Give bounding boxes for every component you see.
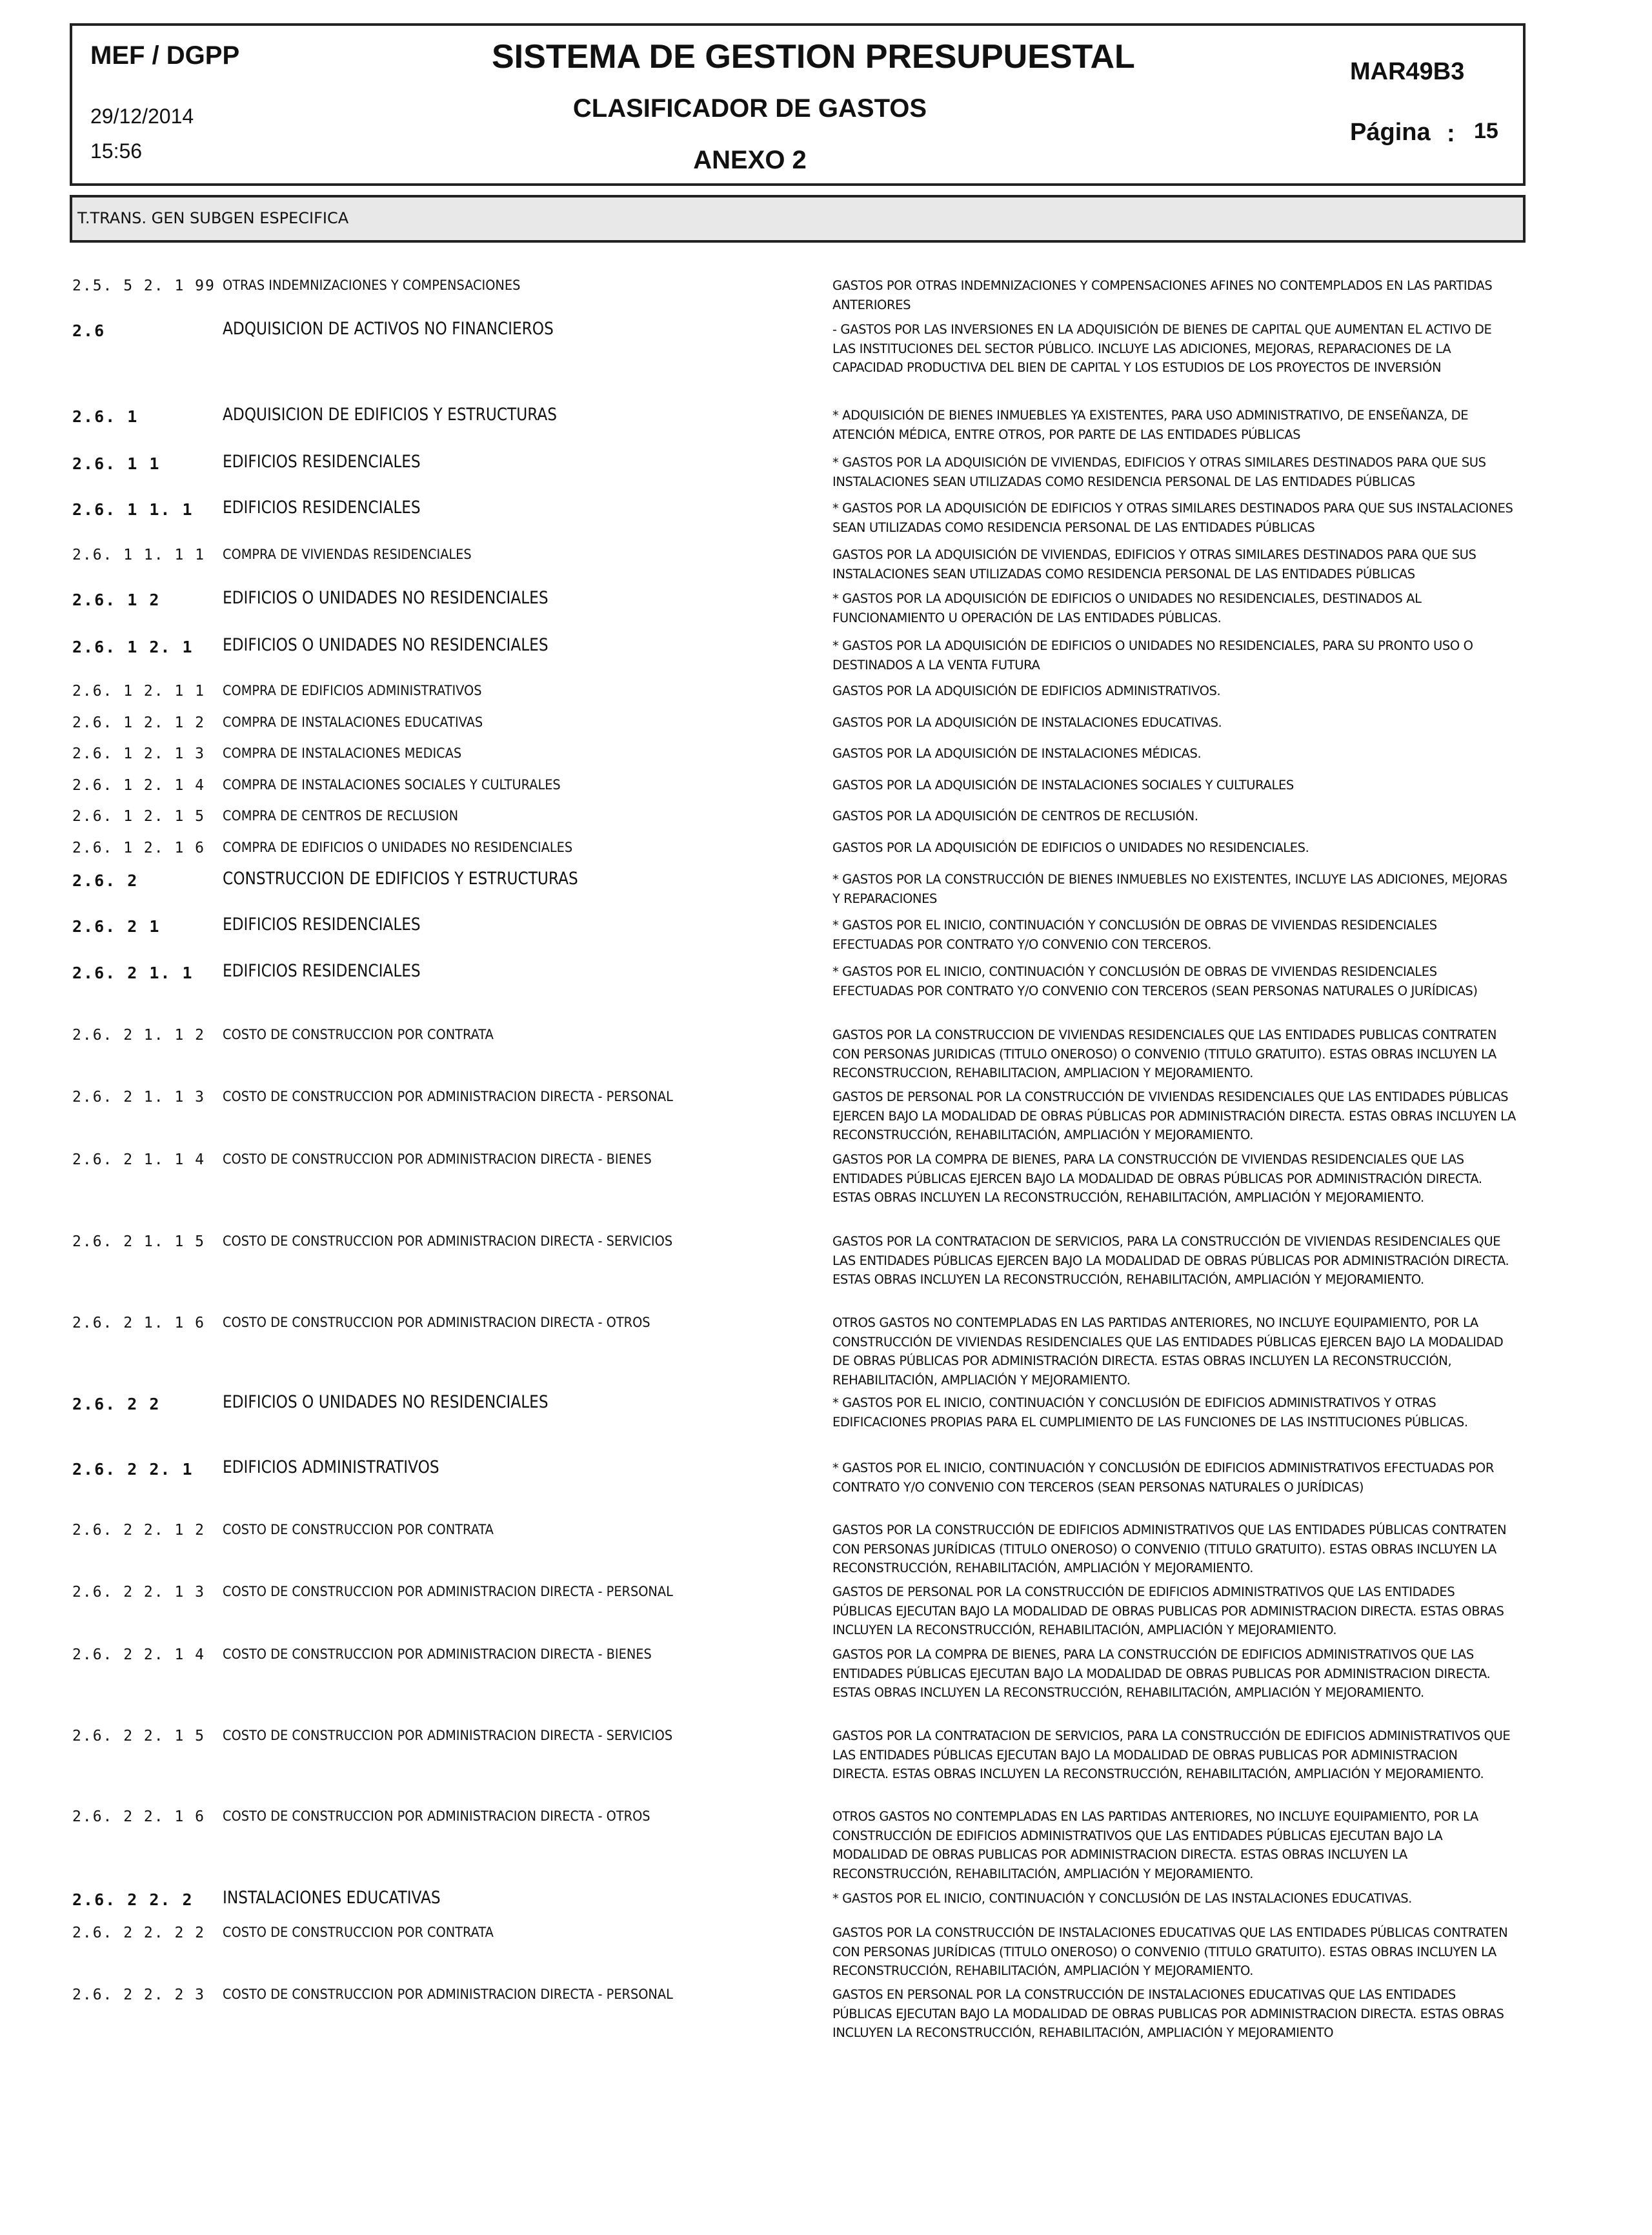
classifier-code: 2.6. 2 2 [72,1395,161,1413]
classifier-description: GASTOS POR LA ADQUISICIÓN DE CENTROS DE RECLUSIÓN. [832,809,1198,824]
classifier-code: 2.6. 2 1. 1 3 [72,1089,206,1106]
classifier-name: COSTO DE CONSTRUCCION POR ADMINISTRACION DIRECTA - BIENES [223,1646,652,1662]
classifier-code: 2.6. 1 1 [72,454,161,473]
classifier-description: GASTOS POR LA CONSTRUCCIÓN DE EDIFICIOS ADMINISTRATIVOS QUE LAS ENTIDADES PÚBLICAS CONTRATEN CON PERSONAS JURÍDICAS (TITULO ONEROSO) O CONVENIO (TITULO GRATUITO). ESTAS OBRAS INCLUYEN LA RECONSTRUCCIÓN, REHABILITACIÓN, AMPLIACIÓN Y MEJORAMIENTO. [832,1522,1507,1575]
classifier-code: 2.6. 2 2. 1 2 [72,1522,206,1539]
classifier-name: COMPRA DE INSTALACIONES SOCIALES Y CULTURALES [223,777,561,793]
classifier-name: COMPRA DE EDIFICIOS O UNIDADES NO RESIDENCIALES [223,840,573,855]
classifier-description: GASTOS POR LA COMPRA DE BIENES, PARA LA CONSTRUCCIÓN DE VIVIENDAS RESIDENCIALES QUE LAS ENTIDADES PÚBLICAS EJERCEN BAJO LA MODALIDAD DE OBRAS PÚBLICAS POR ADMINISTRACIÓN DIRECTA. ESTAS OBRAS INCLUYEN LA RECONSTRUCCIÓN, REHABILITACIÓN, AMPLIACIÓN Y MEJORAMIENTO. [832,1152,1482,1205]
page-label: Página [1350,119,1431,146]
classifier-name: COMPRA DE EDIFICIOS ADMINISTRATIVOS [223,683,482,698]
classifier-description: GASTOS POR LA CONTRATACION DE SERVICIOS, PARA LA CONSTRUCCIÓN DE EDIFICIOS ADMINISTRATIVOS QUE LAS ENTIDADES PÚBLICAS EJECUTAN BAJO LA MODALIDAD DE OBRAS PUBLICAS POR ADMINISTRACION DIRECTA. ESTAS OBRAS INCLUYEN LA RECONSTRUCCIÓN, REHABILITACIÓN, AMPLIACIÓN Y MEJORAMIENTO. [832,1728,1511,1781]
classifier-code: 2.6. 2 2. 1 [72,1460,194,1479]
classifier-name: EDIFICIOS ADMINISTRATIVOS [223,1457,439,1477]
classifier-name: COMPRA DE INSTALACIONES MEDICAS [223,745,462,761]
classifier-name: COSTO DE CONSTRUCCION POR ADMINISTRACION DIRECTA - SERVICIOS [223,1233,673,1249]
classifier-name: EDIFICIOS RESIDENCIALES [223,961,421,981]
classifier-name: ADQUISICION DE ACTIVOS NO FINANCIEROS [223,319,554,339]
classifier-name: COSTO DE CONSTRUCCION POR CONTRATA [223,1522,494,1537]
classifier-code: 2.6. 1 2. 1 6 [72,840,206,856]
classifier-description: GASTOS POR LA ADQUISICIÓN DE EDIFICIOS O UNIDADES NO RESIDENCIALES. [832,840,1309,855]
classifier-description: * GASTOS POR EL INICIO, CONTINUACIÓN Y CONCLUSIÓN DE OBRAS DE VIVIENDAS RESIDENCIALES EFECTUADAS POR CONTRATO Y/O CONVENIO CON TERCEROS (SEAN PERSONAS NATURALES O JURÍDICAS) [832,964,1478,998]
classifier-code: 2.6. 2 1. 1 4 [72,1151,206,1168]
classifier-code: 2.6. 2 1 [72,917,161,936]
classifier-name: COMPRA DE VIVIENDAS RESIDENCIALES [223,547,472,562]
classifier-name: COSTO DE CONSTRUCCION POR CONTRATA [223,1925,494,1940]
classifier-description: OTROS GASTOS NO CONTEMPLADAS EN LAS PARTIDAS ANTERIORES, NO INCLUYE EQUIPAMIENTO, POR LA CONSTRUCCIÓN DE EDIFICIOS ADMINISTRATIVOS QUE LAS ENTIDADES PÚBLICAS EJECUTAN BAJO LA MODALIDAD DE OBRAS PUBLICAS POR ADMINISTRACION DIRECTA. ESTAS OBRAS INCLUYEN LA RECONSTRUCCIÓN, REHABILITACIÓN, AMPLIACIÓN Y MEJORAMIENTO. [832,1809,1478,1881]
classifier-code: 2.6. 2 1. 1 5 [72,1233,206,1250]
classifier-description: GASTOS POR LA ADQUISICIÓN DE INSTALACIONES MÉDICAS. [832,746,1202,761]
classifier-description: GASTOS POR LA ADQUISICIÓN DE VIVIENDAS, EDIFICIOS Y OTRAS SIMILARES DESTINADOS PARA QUE SUS INSTALACIONES SEAN UTILIZADAS COMO RESIDENCIA PERSONAL DE LAS ENTIDADES PÚBLICAS [832,547,1476,582]
classifier-description: GASTOS POR LA CONSTRUCCION DE VIVIENDAS RESIDENCIALES QUE LAS ENTIDADES PUBLICAS CONTRATEN CON PERSONAS JURIDICAS (TITULO ONEROSO) O CONVENIO (TITULO GRATUITO). ESTAS OBRAS INCLUYEN LA RECONSTRUCCION, REHABILITACION, AMPLIACION Y MEJORAMIENTO. [832,1027,1497,1080]
classifier-name: CONSTRUCCION DE EDIFICIOS Y ESTRUCTURAS [223,869,578,889]
classifier-name: COSTO DE CONSTRUCCION POR ADMINISTRACION DIRECTA - OTROS [223,1315,650,1330]
classifier-code: 2.6. 1 2. 1 2 [72,714,206,731]
classifier-name: EDIFICIOS O UNIDADES NO RESIDENCIALES [223,635,549,655]
report-time: 15:56 [90,139,143,163]
classifier-description: GASTOS POR OTRAS INDEMNIZACIONES Y COMPENSACIONES AFINES NO CONTEMPLADOS EN LAS PARTIDAS ANTERIORES [832,278,1493,312]
system-title: SISTEMA DE GESTION PRESUPUESTAL [492,38,1135,76]
classifier-name: COSTO DE CONSTRUCCION POR CONTRATA [223,1027,494,1042]
report-date: 29/12/2014 [90,105,194,128]
classifier-code: 2.6. 2 1. 1 2 [72,1027,206,1044]
classifier-code: 2.6. 2 2. 1 3 [72,1584,206,1601]
column-header-text: T.TRANS. GEN SUBGEN ESPECIFICA [77,209,349,227]
classifier-name: EDIFICIOS O UNIDADES NO RESIDENCIALES [223,1392,549,1412]
classifier-name: COSTO DE CONSTRUCCION POR ADMINISTRACION DIRECTA - PERSONAL [223,1584,673,1599]
page-number: 15 [1474,119,1498,143]
classifier-description: GASTOS POR LA ADQUISICIÓN DE EDIFICIOS ADMINISTRATIVOS. [832,683,1221,698]
classifier-code: 2.6. 2 2. 2 2 [72,1925,206,1941]
classifier-description: OTROS GASTOS NO CONTEMPLADAS EN LAS PARTIDAS ANTERIORES, NO INCLUYE EQUIPAMIENTO, POR LA CONSTRUCCIÓN DE VIVIENDAS RESIDENCIALES QUE LAS ENTIDADES PÚBLICAS EJERCEN BAJO LA MODALIDAD DE OBRAS PÚBLICAS POR ADMINISTRACIÓN DIRECTA. ESTAS OBRAS INCLUYEN LA RECONSTRUCCIÓN, REHABILITACIÓN, AMPLIACIÓN Y MEJORAMIENTO. [832,1315,1504,1388]
classifier-code: 2.6. 2 2. 1 6 [72,1808,206,1825]
classifier-description: * GASTOS POR LA ADQUISICIÓN DE EDIFICIOS Y OTRAS SIMILARES DESTINADOS PARA QUE SUS INSTALACIONES SEAN UTILIZADAS COMO RESIDENCIA PERSONAL DE LAS ENTIDADES PÚBLICAS [832,501,1513,535]
classifier-code: 2.6. 1 2. 1 1 [72,683,206,700]
classifier-name: COSTO DE CONSTRUCCION POR ADMINISTRACION DIRECTA - BIENES [223,1151,652,1167]
classifier-code: 2.6. 1 1. 1 1 [72,547,206,563]
classifier-code: 2.6. 2 2. 2 3 [72,1987,206,2003]
classifier-description: GASTOS POR LA CONTRATACION DE SERVICIOS, PARA LA CONSTRUCCIÓN DE VIVIENDAS RESIDENCIALES QUE LAS ENTIDADES PÚBLICAS EJERCEN BAJO LA MODALIDAD DE OBRAS PÚBLICAS POR ADMINISTRACIÓN DIRECTA. ESTAS OBRAS INCLUYEN LA RECONSTRUCCIÓN, REHABILITACIÓN, AMPLIACIÓN Y MEJORAMIENTO. [832,1234,1509,1287]
classifier-code: 2.6. 1 [72,407,139,426]
classifier-name: OTRAS INDEMNIZACIONES Y COMPENSACIONES [223,278,521,293]
classifier-description: GASTOS POR LA ADQUISICIÓN DE INSTALACIONES SOCIALES Y CULTURALES [832,778,1294,793]
classifier-name: COSTO DE CONSTRUCCION POR ADMINISTRACION DIRECTA - PERSONAL [223,1089,673,1104]
classifier-name: EDIFICIOS O UNIDADES NO RESIDENCIALES [223,588,549,608]
classifier-description: GASTOS POR LA CONSTRUCCIÓN DE INSTALACIONES EDUCATIVAS QUE LAS ENTIDADES PÚBLICAS CONTRATEN CON PERSONAS JURÍDICAS (TITULO ONEROSO) O CONVENIO (TITULO GRATUITO). ESTAS OBRAS INCLUYEN LA RECONSTRUCCIÓN, REHABILITACIÓN, AMPLIACIÓN Y MEJORAMIENTO. [832,1925,1508,1978]
organization-label: MEF / DGPP [90,41,240,70]
classifier-description: * GASTOS POR EL INICIO, CONTINUACIÓN Y CONCLUSIÓN DE EDIFICIOS ADMINISTRATIVOS Y OTRAS EDIFICACIONES PROPIAS PARA EL CUMPLIMIENTO DE LAS FUNCIONES DE LAS INSTITUCIONES PÚBLICAS. [832,1395,1468,1430]
classifier-name: COMPRA DE INSTALACIONES EDUCATIVAS [223,714,483,730]
classifier-name: EDIFICIOS RESIDENCIALES [223,498,421,518]
classifier-description: * GASTOS POR EL INICIO, CONTINUACIÓN Y CONCLUSIÓN DE OBRAS DE VIVIENDAS RESIDENCIALES EFECTUADAS POR CONTRATO Y/O CONVENIO CON TERCEROS. [832,918,1437,952]
classifier-name: EDIFICIOS RESIDENCIALES [223,452,421,472]
classifier-name: COSTO DE CONSTRUCCION POR ADMINISTRACION DIRECTA - SERVICIOS [223,1728,673,1743]
classifier-name: COMPRA DE CENTROS DE RECLUSION [223,808,459,824]
classifier-code: 2.6. 1 2. 1 [72,638,194,656]
page-colon: : [1447,120,1455,147]
classifier-name: ADQUISICION DE EDIFICIOS Y ESTRUCTURAS [223,405,558,425]
classifier-name: EDIFICIOS RESIDENCIALES [223,915,421,935]
classifier-code: 2.6. 2 2. 1 5 [72,1728,206,1745]
classifier-code: 2.6. 1 1. 1 [72,500,194,519]
classifier-description: GASTOS POR LA ADQUISICIÓN DE INSTALACIONES EDUCATIVAS. [832,715,1222,730]
report-code: MAR49B3 [1350,58,1465,85]
classifier-code: 2.6. 1 2 [72,591,161,609]
classifier-code: 2.5. 5 2. 1 99 [72,278,216,294]
classifier-description: GASTOS DE PERSONAL POR LA CONSTRUCCIÓN DE VIVIENDAS RESIDENCIALES QUE LAS ENTIDADES PÚBLICAS EJERCEN BAJO LA MODALIDAD DE OBRAS PÚBLICAS POR ADMINISTRACIÓN DIRECTA. ESTAS OBRAS INCLUYEN LA RECONSTRUCCIÓN, REHABILITACIÓN, AMPLIACIÓN Y MEJORAMIENTO. [832,1089,1516,1142]
classifier-code: 2.6. 1 2. 1 3 [72,745,206,762]
classifier-description: * ADQUISICIÓN DE BIENES INMUEBLES YA EXISTENTES, PARA USO ADMINISTRATIVO, DE ENSEÑANZA, DE ATENCIÓN MÉDICA, ENTRE OTROS, POR PARTE DE LAS ENTIDADES PÚBLICAS [832,408,1469,442]
classifier-code: 2.6. 1 2. 1 4 [72,777,206,794]
classifier-code: 2.6. 2 2. 2 [72,1890,194,1909]
classifier-description: * GASTOS POR LA CONSTRUCCIÓN DE BIENES INMUEBLES NO EXISTENTES, INCLUYE LAS ADICIONES, MEJORAS Y REPARACIONES [832,872,1507,906]
classifier-code: 2.6. 2 1. 1 6 [72,1315,206,1331]
annex-label: ANEXO 2 [693,146,807,174]
classifier-description: * GASTOS POR EL INICIO, CONTINUACIÓN Y CONCLUSIÓN DE LAS INSTALACIONES EDUCATIVAS. [832,1891,1412,1906]
classifier-description: - GASTOS POR LAS INVERSIONES EN LA ADQUISICIÓN DE BIENES DE CAPITAL QUE AUMENTAN EL ACTIVO DE LAS INSTITUCIONES DEL SECTOR PÚBLICO. INCLUYE LAS ADICIONES, MEJORAS, REPARACIONES DE LA CAPACIDAD PRODUCTIVA DEL BIEN DE CAPITAL Y LOS ESTUDIOS DE LOS PROYECTOS DE INVERSIÓN [832,322,1492,375]
classifier-description: * GASTOS POR LA ADQUISICIÓN DE EDIFICIOS O UNIDADES NO RESIDENCIALES, DESTINADOS AL FUNCIONAMIENTO U OPERACIÓN DE LAS ENTIDADES PÚBLICAS. [832,591,1422,625]
classifier-description: * GASTOS POR EL INICIO, CONTINUACIÓN Y CONCLUSIÓN DE EDIFICIOS ADMINISTRATIVOS EFECTUADAS POR CONTRATO Y/O CONVENIO CON TERCEROS (SEAN PERSONAS NATURALES O JURÍDICAS) [832,1461,1494,1495]
classifier-code: 2.6. 2 2. 1 4 [72,1646,206,1663]
classifier-description: * GASTOS POR LA ADQUISICIÓN DE EDIFICIOS O UNIDADES NO RESIDENCIALES, PARA SU PRONTO USO O DESTINADOS A LA VENTA FUTURA [832,638,1473,673]
report-subtitle: CLASIFICADOR DE GASTOS [572,94,927,123]
classifier-name: COSTO DE CONSTRUCCION POR ADMINISTRACION DIRECTA - PERSONAL [223,1987,673,2002]
classifier-name: INSTALACIONES EDUCATIVAS [223,1888,441,1908]
classifier-code: 2.6. 2 1. 1 [72,964,194,982]
classifier-code: 2.6 [72,321,106,340]
classifier-description: GASTOS POR LA COMPRA DE BIENES, PARA LA CONSTRUCCIÓN DE EDIFICIOS ADMINISTRATIVOS QUE LAS ENTIDADES PÚBLICAS EJECUTAN BAJO LA MODALIDAD DE OBRAS PUBLICAS POR ADMINISTRACION DIRECTA. ESTAS OBRAS INCLUYEN LA RECONSTRUCCIÓN, REHABILITACIÓN, AMPLIACIÓN Y MEJORAMIENTO. [832,1647,1491,1700]
classifier-code: 2.6. 2 [72,871,139,890]
classifier-description: GASTOS EN PERSONAL POR LA CONSTRUCCIÓN DE INSTALACIONES EDUCATIVAS QUE LAS ENTIDADES PÚBLICAS EJECUTAN BAJO LA MODALIDAD DE OBRAS PUBLICAS POR ADMINISTRACION DIRECTA. ESTAS OBRAS INCLUYEN LA RECONSTRUCCIÓN, REHABILITACIÓN, AMPLIACIÓN Y MEJORAMIENTO [832,1987,1504,2040]
classifier-description: * GASTOS POR LA ADQUISICIÓN DE VIVIENDAS, EDIFICIOS Y OTRAS SIMILARES DESTINADOS PARA QUE SUS INSTALACIONES SEAN UTILIZADAS COMO RESIDENCIA PERSONAL DE LAS ENTIDADES PÚBLICAS [832,455,1486,489]
classifier-description: GASTOS DE PERSONAL POR LA CONSTRUCCIÓN DE EDIFICIOS ADMINISTRATIVOS QUE LAS ENTIDADES PÚBLICAS EJECUTAN BAJO LA MODALIDAD DE OBRAS PUBLICAS POR ADMINISTRACION DIRECTA. ESTAS OBRAS INCLUYEN LA RECONSTRUCCIÓN, REHABILITACIÓN, AMPLIACIÓN Y MEJORAMIENTO. [832,1584,1504,1637]
classifier-code: 2.6. 1 2. 1 5 [72,808,206,825]
classifier-name: COSTO DE CONSTRUCCION POR ADMINISTRACION DIRECTA - OTROS [223,1808,650,1824]
